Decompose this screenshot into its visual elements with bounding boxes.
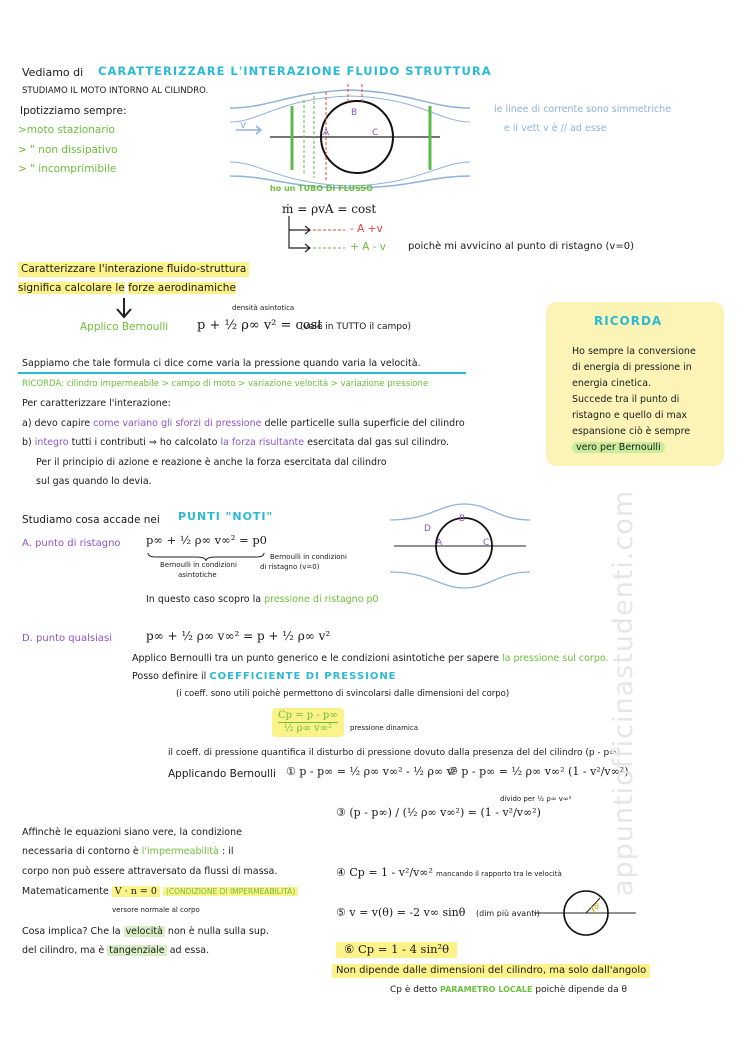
pressione-dinamica: pressione dinamica <box>350 724 418 732</box>
forze-aero-text: forze aerodinamiche <box>128 282 236 294</box>
b-integro: integro <box>34 437 69 448</box>
step-3: ③ (p - p∞) / (½ ρ∞ v∞²) = (1 - v²/v∞²) <box>336 806 541 819</box>
a-pre: a) devo capire <box>22 418 91 429</box>
hypothesis-3: > " incomprimibile <box>18 163 117 175</box>
affinche-1: Affinchè le equazioni siano vere, la condizione <box>22 827 242 838</box>
point-c-label: C <box>372 128 379 138</box>
b-post: esercitata dal gas sul cilindro. <box>307 437 449 448</box>
ricorda-line-3: energia cinetica. <box>572 378 652 389</box>
point-b-label: B <box>351 108 358 118</box>
studiamo-text: Studiamo cosa accade nei <box>22 514 160 526</box>
azione-reazione-1: Per il principio di azione e reazione è anche la forza esercitata dal cilindro <box>36 457 387 468</box>
step-5: ⑤ v = v(θ) = -2 v∞ sinθ <box>336 906 466 919</box>
cp-locale-post: poichè dipende da θ <box>535 985 628 995</box>
scopro-line <box>146 594 379 605</box>
ricorda-line-5: ristagno e quello di max <box>572 410 688 421</box>
eq-generic: p∞ + ½ ρ∞ v∞² = p + ½ ρ∞ v² <box>146 629 331 643</box>
punti-noti: PUNTI "NOTI" <box>178 510 274 523</box>
affinche-3: corpo non può essere attraversato da flussi di massa. <box>22 866 278 877</box>
ricorda-line-4: Succede tra il punto di <box>572 394 680 405</box>
eq-ristagno: p∞ + ½ ρ∞ v∞² = p0 <box>146 533 267 547</box>
azione-reazione-2: sul gas quando lo devia. <box>36 476 152 487</box>
ann-asintotiche-2: asintotiche <box>178 571 217 579</box>
a-post: delle particelle sulla superficie del cilindro <box>264 418 465 429</box>
d-label: D <box>424 524 431 534</box>
step-5-note: (dim più avanti) <box>476 909 540 918</box>
cp-numerator: Cp = p - p∞ <box>278 710 338 721</box>
cosa2-post: ad essa. <box>169 945 210 956</box>
matematicamente-line <box>22 886 298 897</box>
applico-generic-pre: Applico Bernoulli tra un punto generico e le condizioni asintotiche per sapere <box>132 653 499 664</box>
hypothesis-2: > " non dissipativo <box>18 144 118 156</box>
non-dipende: Non dipende dalle dimensioni del cilindro, ma solo dall'angolo <box>332 964 650 978</box>
point-a-line <box>22 418 465 429</box>
tubo-flusso-label: ho un TUBO DI FLUSSO <box>270 184 373 193</box>
cosa2-pre: del cilindro, ma è <box>22 945 105 956</box>
cylinder-flow-diagram <box>230 80 470 190</box>
cyan-underline <box>18 372 466 374</box>
hypothesis-1: >moto stazionario <box>18 124 115 136</box>
c-label-2: C <box>483 538 490 548</box>
ricorda-line-7: vero per Bernoulli <box>572 442 665 453</box>
step-6: ⑥ Cp = 1 - 4 sin²θ <box>336 942 457 958</box>
caratterizzare-line-2 <box>18 282 236 295</box>
bernoulli-equation: p + ½ ρ∞ v² = cost <box>197 318 323 333</box>
down-arrow-icon <box>114 298 134 320</box>
coeff-pressione: COEFFICIENTE DI PRESSIONE <box>209 671 397 682</box>
applicando-bernoulli: Applicando Bernoulli <box>168 768 276 780</box>
main-title: CARATTERIZZARE L'INTERAZIONE FLUIDO STRUTTURA <box>98 64 492 78</box>
b-label-2: B <box>459 514 466 524</box>
cond-impermeabilita: (CONDIZIONE DI IMPERMEABILITÀ) <box>163 887 298 896</box>
b-mid: tutti i contributi ⇒ ho calcolato <box>71 437 218 448</box>
ann-ristagno-2: di ristagno (v=0) <box>260 563 320 571</box>
step-4: ④ Cp = 1 - v²/v∞² <box>336 866 433 879</box>
scopro-pre: In questo caso scopro la <box>146 594 262 605</box>
b-pre: b) <box>22 437 32 448</box>
applico-generic-hl: la pressione sul corpo. <box>501 653 609 664</box>
ricorda-line-2: di energia di pressione in <box>572 362 692 373</box>
cp-locale-hl: PARAMETRO LOCALE <box>439 985 533 994</box>
step-4-note: mancando il rapporto tra le velocità <box>436 870 562 878</box>
cp-denominator: ½ ρ∞ v∞² <box>283 723 332 734</box>
icoeff-note: (i coeff. sono utili poichè permettono di svincolarsi dalle dimensioni del corpo) <box>176 689 510 699</box>
affinche-2-pre: necessaria di contorno è <box>22 846 139 857</box>
watermark-text: appuntiofficinastudenti.com <box>608 489 639 896</box>
scopro-highlight: pressione di ristagno p0 <box>264 594 379 605</box>
intro-text: Vediamo di <box>22 66 84 79</box>
branch-arrows <box>285 216 355 254</box>
ricorda-box <box>546 302 724 466</box>
caratterizzare-line-1: Caratterizzare l'interazione fluido-struttura <box>18 262 249 277</box>
step-2: ② p - p∞ = ½ ρ∞ v∞² (1 - v²/v∞²) <box>448 765 629 778</box>
cosa1-hl: velocità <box>125 926 163 937</box>
punto-qualsiasi-title: D. punto qualsiasi <box>22 633 112 644</box>
cosa-implica-1 <box>22 926 269 937</box>
affinche-2-post: : il <box>222 846 234 857</box>
point-b-line <box>22 437 449 448</box>
ricorda-line: RICORDA: cilindro impermeabile > campo di moto > variazione velocità > variazione pressione <box>22 379 429 389</box>
plus-area-note: poichè mi avvicino al punto di ristagno (v=0) <box>408 241 634 252</box>
streamline-note-1: le linee di corrente sono simmetriche <box>494 104 672 115</box>
ricorda-title: RICORDA <box>594 314 663 328</box>
streamline-note-2: e il vett v è // ad esse <box>504 123 607 134</box>
per-caratterizzare: Per caratterizzare l'interazione: <box>22 398 171 409</box>
posso-definire <box>132 671 397 683</box>
cp-locale-pre: Cp è detto <box>390 985 438 995</box>
minus-area-line: - A +v <box>350 223 383 235</box>
ann-ristagno-1: Bernoulli in condizioni <box>270 553 347 561</box>
plus-area-line: + A - v <box>350 241 386 253</box>
cp-locale-line <box>390 985 627 996</box>
cosa2-hl: tangenziale <box>109 945 165 956</box>
a-highlight: come variano gli sforzi di pressione <box>93 418 262 429</box>
point-a-label: A <box>323 128 330 138</box>
applico-bernoulli: Applico Bernoulli <box>80 321 169 333</box>
cosa1-pre: Cosa implica? Che la <box>22 926 121 937</box>
significa-text: significa calcolare le <box>18 282 125 294</box>
cosa-implica-2 <box>22 945 209 956</box>
ipotesi-heading: Ipotizziamo sempre: <box>20 105 127 117</box>
underbrace-left <box>146 551 266 561</box>
step-1: ① p - p∞ = ½ ρ∞ v∞² - ½ ρ∞ v² <box>286 765 458 778</box>
quantifica-text: il coeff. di pressione quantifica il disturbo di pressione dovuto dalla presenza del del cilindro (p - p∞) <box>168 748 621 758</box>
versore-note: versore normale al corpo <box>112 906 200 914</box>
affinche-2-hl: l'impermeabilità <box>141 846 219 857</box>
ricorda-line-1: Ho sempre la conversione <box>572 346 696 357</box>
cosa1-post: non è nulla sulla sup. <box>167 926 269 937</box>
mass-flow-eq: ṁ = ρvA = cost <box>282 202 377 216</box>
studio-text: STUDIAMO IL MOTO INTORNO AL CILINDRO. <box>22 86 209 96</box>
sappiamo-text: Sappiamo che tale formula ci dice come varia la pressione quando varia la velocità. <box>22 358 421 369</box>
ristagno-title: A. punto di ristagno <box>22 538 121 549</box>
posso-pre: Posso definire il <box>132 671 207 682</box>
b-forza: la forza risultante <box>220 437 305 448</box>
velocity-label: v <box>240 119 247 131</box>
a-label-2: A <box>436 538 443 548</box>
ricorda-line-6: espansione ciò è sempre <box>572 426 691 437</box>
densita-note: densità asintotica <box>232 304 295 312</box>
watermark <box>596 489 656 900</box>
theta-label: θ <box>594 902 599 911</box>
vale-note: (vale in TUTTO il campo) <box>300 322 412 332</box>
vn-equation: V · n = 0 <box>112 886 160 897</box>
affinche-2 <box>22 846 234 857</box>
applico-generic <box>132 653 609 664</box>
ann-asintotiche-1: Bernoulli in condizioni <box>160 561 237 569</box>
step-2-divide: divido per ½ ρ∞ v∞² <box>500 795 572 803</box>
cp-box <box>272 708 344 737</box>
matematic-pre: Matematicamente <box>22 886 109 897</box>
